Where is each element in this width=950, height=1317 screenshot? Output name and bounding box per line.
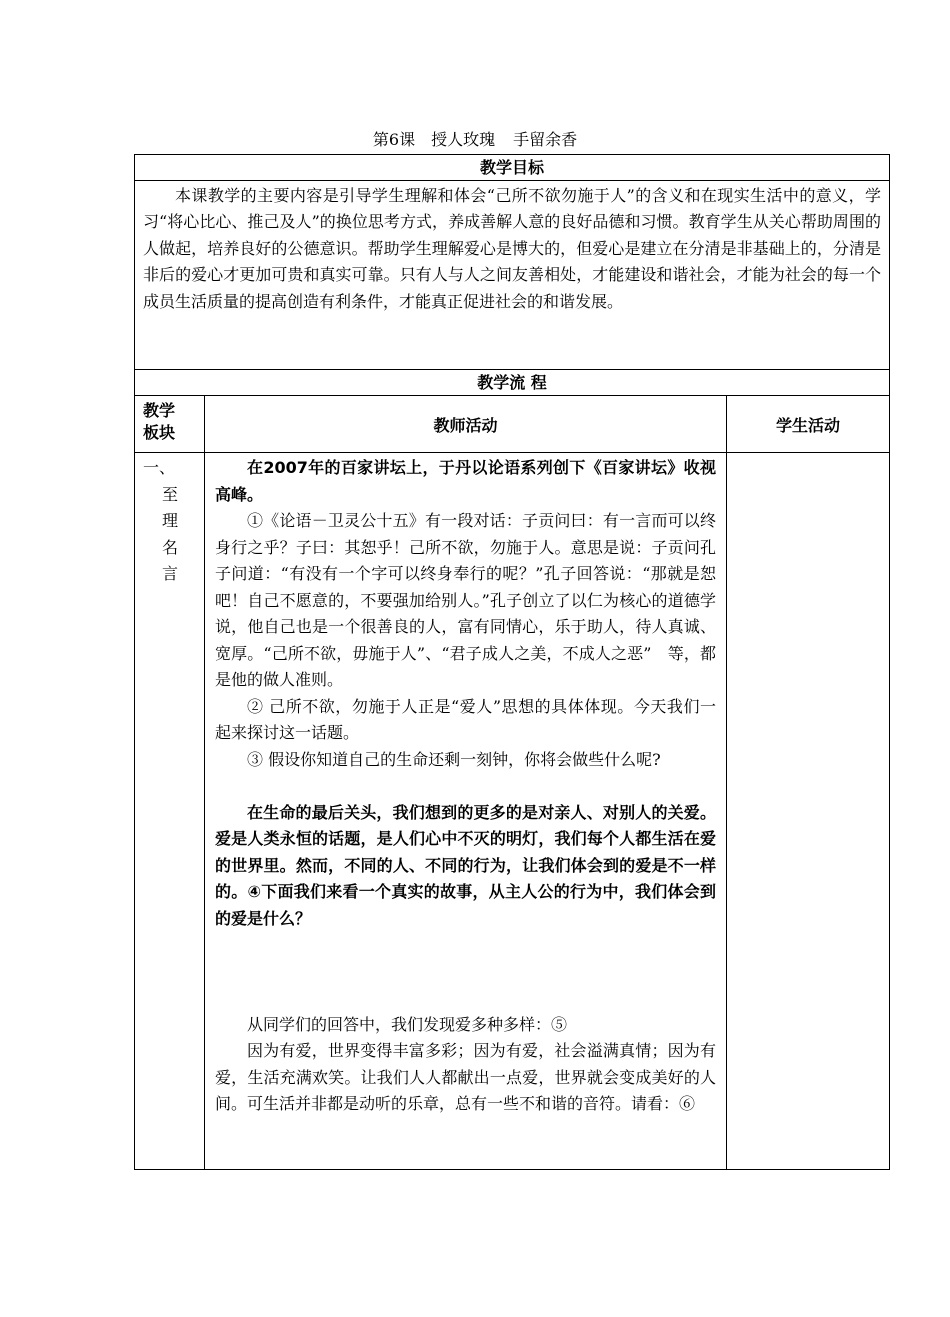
section1-char-3: 名 [161, 537, 178, 557]
section1-number: 一、 [143, 458, 176, 477]
lesson-title [0, 130, 950, 150]
teacher-para-3: ③ 假设你知道自己的生命还剩一刻钟，你将会做些什么呢? [247, 749, 661, 769]
col-header-block-line1: 教学 [143, 401, 176, 420]
section1-char-2: 理 [161, 511, 178, 530]
teacher-para-intro: 在2007年的百家讲坛上，于丹以论语系列创下《百家讲坛》收视高峰。 [215, 458, 716, 504]
section1-teacher-cell [205, 453, 727, 1170]
teacher-para-4: 在生命的最后关头，我们想到的更多的是对亲人、对别人的关爱。爱是人类永恒的话题，是人们心中不灭的明灯，我们每个人都生活在爱的世界里。然而，不同的人、不同的行为，让我们体会到的爱是不一样的。④下面我们来看一个真实的故事，从主人公的行为中，我们体会到的爱是什么？ [215, 802, 716, 928]
section1-char-1: 至 [161, 484, 178, 504]
spacer [215, 932, 716, 1012]
goals-text: 本课教学的主要内容是引导学生理解和体会“己所不欲勿施于人”的含义和在现实生活中的意义，学习“将心比心、推己及人”的换位思考方式，养成善解人意的良好品德和习惯。教育学生从关心帮助周围的人做起，培养良好的公德意识。帮助学生理解爱心是博大的，但爱心是建立在分清是非基础上的，分清是非后的爱心才更加可贵和真实可靠。只有人与人之间友善相处，才能建设和谐社会，才能为社会的每一个成员生活质量的提高创造有利条件，才能真正促进社会的和谐发展。 [143, 186, 881, 311]
lesson-plan-table [134, 154, 890, 1170]
goals-cell [135, 181, 890, 370]
goals-header: 教学目标 [135, 155, 890, 181]
teacher-para-5: 从同学们的回答中，我们发现爱多种多样：⑤ [247, 1014, 568, 1034]
spacer [215, 773, 716, 800]
section1-student-cell [727, 453, 890, 1170]
lesson-title-main: 第6课 授人玫瑰 [372, 130, 496, 149]
teacher-para-1: ①《论语－卫灵公十五》有一段对话：子贡问曰：有一言而可以终身行之乎？子曰：其恕乎！己所不欲，勿施于人。意思是说：子贡问孔子问道：“有没有一个字可以终身奉行的呢？”孔子回答说：“那就是恕吧！自己不愿意的，不要强加给别人。”孔子创立了以仁为核心的道德学说，他自己也是一个很善良的人，富有同情心，乐于助人，待人真诚、宽厚。“己所不欲，毋施于人”、“君子成人之美，不成人之恶” 等，都是他的做人准则。 [215, 511, 716, 689]
section1-char-4: 言 [161, 564, 178, 583]
col-header-teacher: 教师活动 [205, 396, 727, 453]
teacher-para-2: ② 己所不欲，勿施于人正是“爱人”思想的具体体现。今天我们一起来探讨这一话题。 [215, 696, 716, 742]
teacher-para-6: 因为有爱，世界变得丰富多彩；因为有爱，社会溢满真情；因为有爱，生活充满欢笑。让我们人人都献出一点爱，世界就会变成美好的人间。可生活并非都是动听的乐章，总有一些不和谐的音符。请看：⑥ [215, 1041, 716, 1113]
col-header-student: 学生活动 [727, 396, 890, 453]
col-header-block-line2: 板块 [143, 423, 176, 442]
col-header-block [135, 396, 205, 453]
process-header: 教学流 程 [135, 370, 890, 396]
lesson-title-sub: 手留余香 [513, 130, 578, 149]
section1-block-cell [135, 453, 205, 1170]
